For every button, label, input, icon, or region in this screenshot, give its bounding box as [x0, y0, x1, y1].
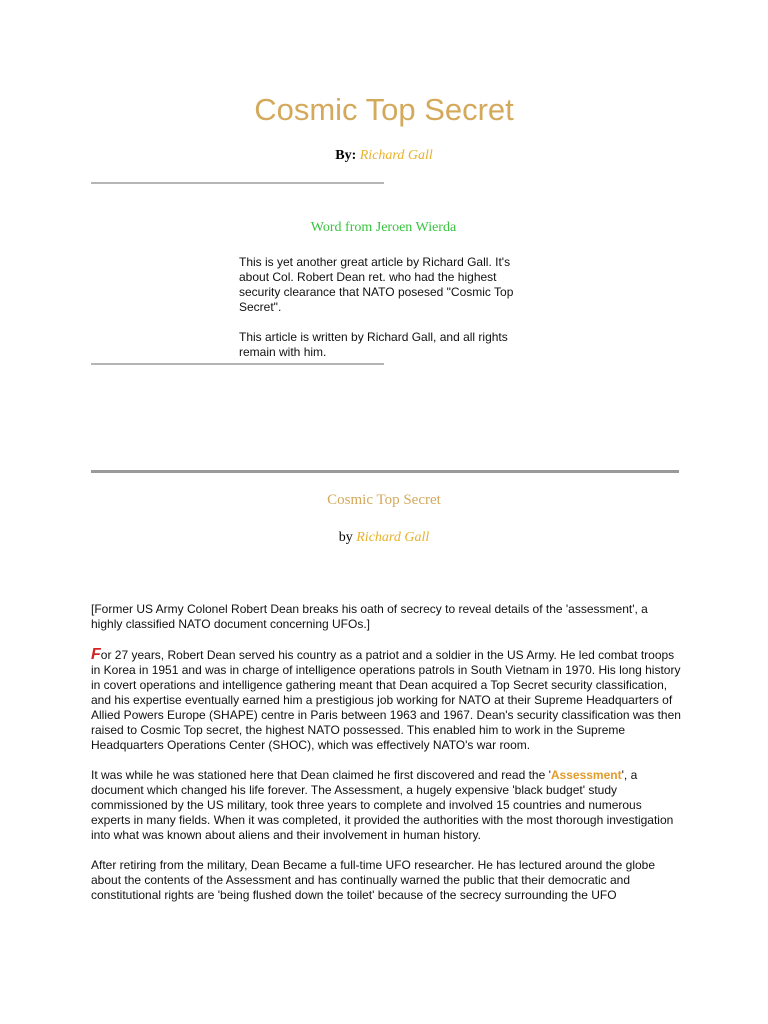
article-body [91, 602, 681, 918]
by-label: By: [335, 148, 357, 163]
drop-cap: F [91, 646, 101, 663]
page-title: Cosmic Top Secret [254, 92, 514, 127]
divider-top [91, 182, 384, 184]
article-paragraph [91, 768, 681, 843]
article-paragraph [91, 647, 681, 753]
intro-heading: Word from Jeroen Wierda [310, 220, 457, 235]
intro-text [239, 255, 539, 375]
author-link[interactable]: Richard Gall [359, 148, 433, 163]
article-title: Cosmic Top Secret [327, 492, 441, 508]
paragraph-text: ', a document which changed his life forever. The Assessment, a hugely expensive 'black budget' study commissioned by the US military, took three years to complete and involved 15 countries and numerous experts in many fields. When it was completed, it provided the authorities with the most thorough investigation into what was known about aliens and their involvement in human history. [91, 768, 674, 842]
author-link[interactable]: Richard Gall [356, 530, 430, 545]
by-label: by [338, 530, 353, 545]
paragraph-text: It was while he was stationed here that Dean claimed he first discovered and read the ' [91, 768, 551, 782]
divider-article [91, 470, 679, 473]
article-lead: [Former US Army Colonel Robert Dean breaks his oath of secrecy to reveal details of the 'assessment', a highly classified NATO document concerning UFOs.] [91, 602, 648, 631]
paragraph-text: or 27 years, Robert Dean served his country as a patriot and a soldier in the US Army. He led combat troops in Korea in 1951 and was in charge of intelligence operations patrols in South Vietnam in 1970. His long history in covert operations and intelligence gathering meant that Dean acquired a Top Secret security classification, and his expertise eventually earned him a prestigious job working for NATO at their Supreme Headquarters of Allied Powers Europe (SHAPE) centre in Paris between 1963 and 1967. Dean's security classification was then raised to Cosmic Top secret, the highest NATO possessed. This enabled him to work in the Supreme Headquarters Operations Center (SHOC), which was effectively NATO's war room. [91, 648, 681, 752]
article-byline [90, 530, 678, 546]
assessment-highlight: Assessment [550, 768, 622, 782]
author-byline [0, 148, 768, 164]
intro-paragraph: This article is written by Richard Gall, and all rights remain with him. [239, 330, 508, 359]
intro-paragraph: This is yet another great article by Richard Gall. It's about Col. Robert Dean ret. who had the highest security clearance that NATO posesed "Cosmic Top Secret". [239, 255, 514, 314]
article-paragraph: After retiring from the military, Dean Became a full-time UFO researcher. He has lectured around the globe about the contents of the Assessment and has continually warned the public that their democratic and constitutional rights are 'being flushed down the toilet' because of the secrecy surrounding the UFO [91, 858, 656, 902]
divider-intro-bottom [91, 363, 384, 365]
